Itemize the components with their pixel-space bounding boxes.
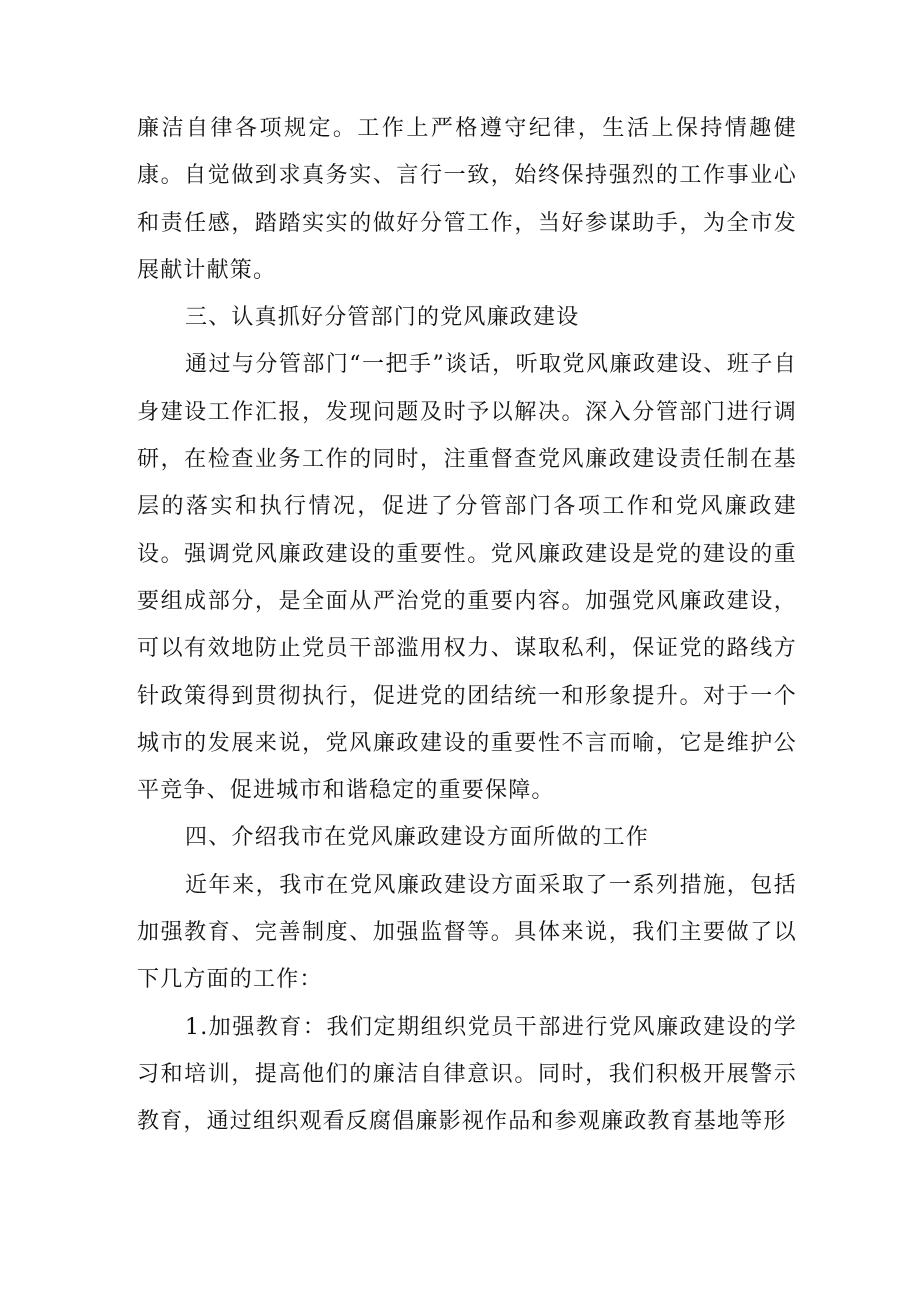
paragraph-city-measures: 近年来，我市在党风廉政建设方面采取了一系列措施，包括加强教育、完善制度、加强监督等。具体来说，我们主要做了以下几方面的工作：	[137, 872, 797, 993]
section-heading-4: 四、介绍我市在党风廉政建设方面所做的工作	[185, 825, 650, 851]
paragraph-party-building: 通过与分管部门“一把手”谈话，听取党风廉政建设、班子自身建设工作汇报，发现问题及时予以解决。深入分管部门进行调研，在检查业务工作的同时，注重督查党风廉政建设责任制在基层的落实和执行情况，促进了分管部门各项工作和党风廉政建设。强调党风廉政建设的重要性。党风廉政建设是党的建设的重要组成部分，是全面从严治党的重要内容。加强党风廉政建设，可以有效地防止党员干部滥用权力、谋取私利，保证党的路线方针政策得到贯彻执行，促进党的团结统一和形象提升。对于一个城市的发展来说，党风廉政建设的重要性不言而喻，它是维护公平竞争、促进城市和谐稳定的重要保障。	[137, 352, 797, 804]
document-body	[137, 105, 797, 1146]
section-heading-3: 三、认真抓好分管部门的党风廉政建设	[185, 305, 580, 331]
paragraph-continuation: 廉洁自律各项规定。工作上严格遵守纪律，生活上保持情趣健康。自觉做到求真务实、言行一致，始终保持强烈的工作事业心和责任感，踏踏实实的做好分管工作，当好参谋助手，为全市发展献计献策。	[137, 116, 797, 283]
paragraph-education: 1.加强教育：我们定期组织党员干部进行党风廉政建设的学习和培训，提高他们的廉洁自律意识。同时，我们积极开展警示教育，通过组织观看反腐倡廉影视作品和参观廉政教育基地等形	[137, 1014, 797, 1135]
